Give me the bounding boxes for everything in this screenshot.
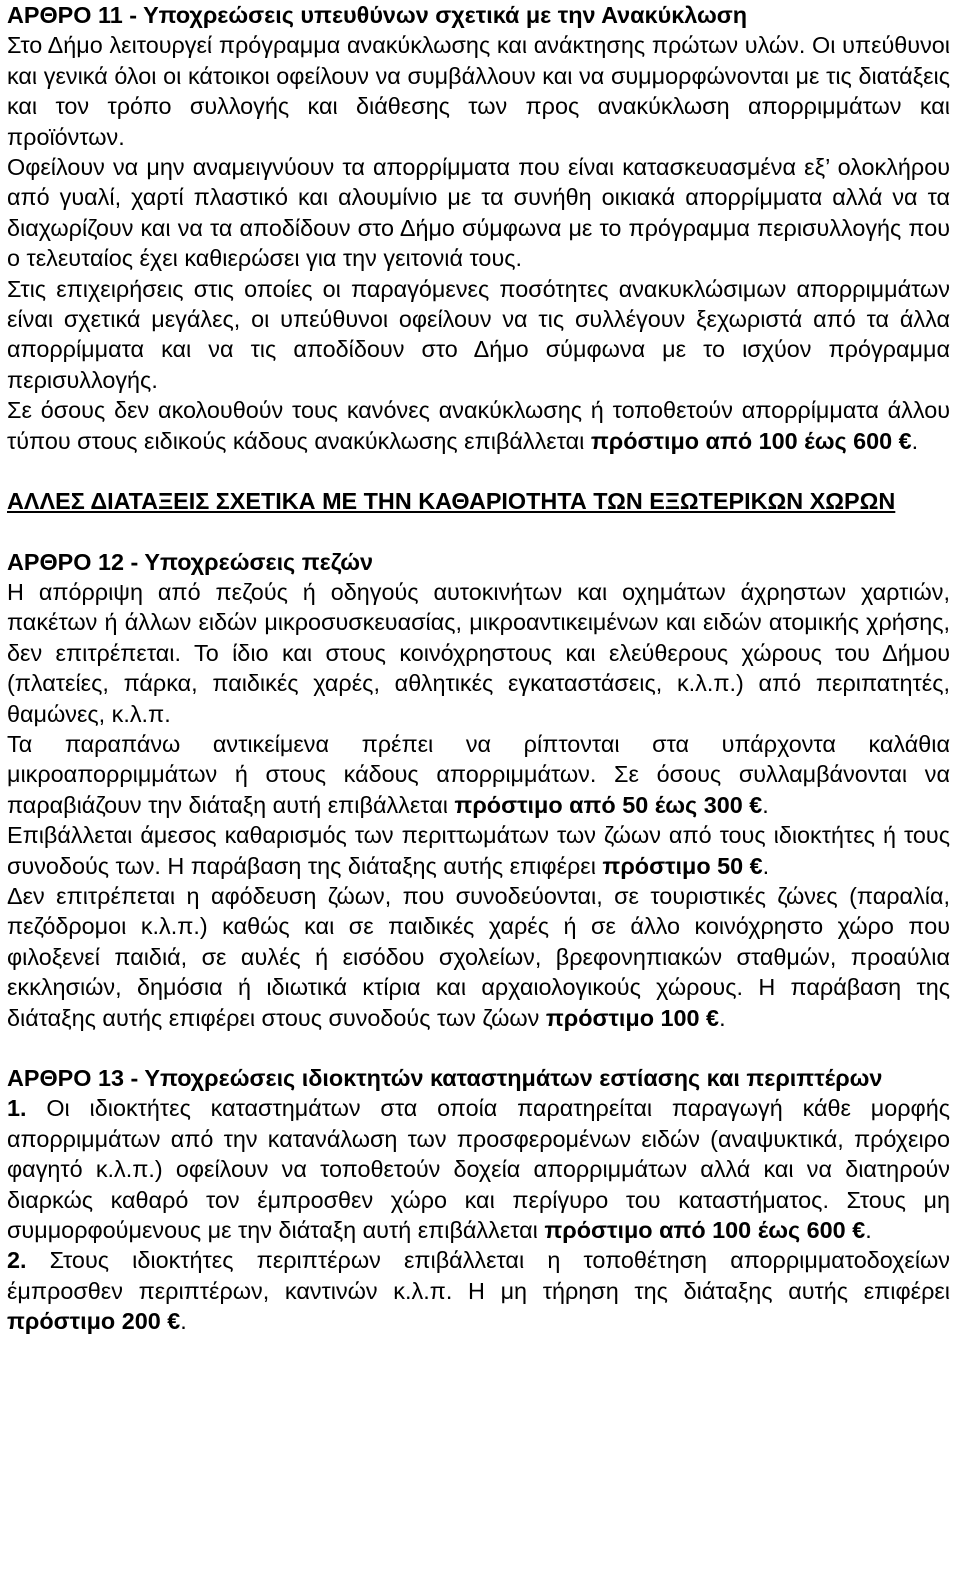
article-13-paragraph-2 bbox=[7, 1245, 950, 1336]
section-title: ΑΛΛΕΣ ΔΙΑΤΑΞΕΙΣ ΣΧΕΤΙΚΑ ΜΕ ΤΗΝ ΚΑΘΑΡΙΟΤΗΤΑ ΤΩΝ ΕΞΩΤΕΡΙΚΩΝ ΧΩΡΩΝ bbox=[7, 488, 896, 515]
article-13-paragraph-1 bbox=[7, 1093, 950, 1245]
article-12-paragraph-2 bbox=[7, 729, 950, 820]
article-12-paragraph-1: Η απόρριψη από πεζούς ή οδηγούς αυτοκινήτων και οχημάτων άχρηστων χαρτιών, πακέτων ή άλλων ειδών μικροσυσκευασίας, μικροαντικειμένων και ειδών ατομικής χρήσης, δεν επιτρέπεται. Το ίδιο και στους κοινόχρηστους και ελεύθερους χώρους του Δήμου (πλατείες, πάρκα, παιδικές χαρές, αθλητικές εγκαταστάσεις, κ.λ.π.) από περιπατητές, θαμώνες, κ.λ.π. bbox=[7, 578, 950, 727]
article-11-paragraph-4 bbox=[7, 395, 950, 456]
article-13-paragraph-2-text: Στους ιδιοκτήτες περιπτέρων επιβάλλεται η τοποθέτηση απορριμματοδοχείων έμπροσθεν περιπτέρων, καντινών κ.λ.π. Η μη τήρηση της διάταξης αυτής επιφέρει bbox=[7, 1247, 950, 1304]
article-11-paragraph-3: Στις επιχειρήσεις στις οποίες οι παραγόμενες ποσότητες ανακυκλώσιμων απορριμμάτων είναι σχετικά μεγάλες, οι υπεύθυνοι οφείλουν να τις συλλέγουν ξεχωριστά από τα άλλα απορρίμματα και να τις αποδίδουν στο Δήμο σύμφωνα με το ισχύον πρόγραμμα περισυλλογής. bbox=[7, 275, 950, 393]
article-12-paragraph-4-end: . bbox=[719, 1004, 726, 1031]
article-12-fine-1: πρόστιμο από 50 έως 300 € bbox=[454, 791, 763, 818]
article-11-paragraph-4-text: Σε όσους δεν ακολουθούν τους κανόνες ανακύκλωσης ή τοποθετούν απορρίμματα άλλου τύπου στους ειδικούς κάδους ανακύκλωσης επιβάλλεται bbox=[7, 397, 950, 454]
article-13-fine-1: πρόστιμο από 100 έως 600 € bbox=[544, 1217, 866, 1244]
article-12-paragraph-2-text: Τα παραπάνω αντικείμενα πρέπει να ρίπτονται στα υπάρχοντα καλάθια μικροαπορριμμάτων ή στους κάδους απορριμμάτων. Σε όσους συλλαμβάνονται να παραβιάζουν την διάταξη αυτή επιβάλλεται bbox=[7, 730, 950, 818]
article-13-paragraph-1-text: Οι ιδιοκτήτες καταστημάτων στα οποία παρατηρείται παραγωγή κάθε μορφής απορριμμάτων από την κατανάλωση των προσφερομένων ειδών (αναψυκτικά, πρόχειρο φαγητό κ.λ.π.) οφείλουν να τοποθετούν δοχεία απορριμμάτων αλλά και να διατηρούν διαρκώς καθαρό τον έμπροσθεν χώρο και περίγυρο του καταστήματος. Στους μη συμμορφούμενους με την διάταξη αυτή επιβάλλεται bbox=[7, 1095, 950, 1244]
article-12-paragraph-3-text: Επιβάλλεται άμεσος καθαρισμός των περιττωμάτων των ζώων από τους ιδιοκτήτες ή τους συνοδούς των. Η παράβαση της διάταξης αυτής επιφέρει bbox=[7, 822, 950, 879]
article-12-paragraph-4-text: Δεν επιτρέπεται η αφόδευση ζώων, που συνοδεύονται, σε τουριστικές ζώνες (παραλία, πεζόδρομοι κ.λ.π.) καθώς και σε παιδικές χαρές ή σε άλλο κοινόχρηστο χώρο που φιλοξενεί παιδιά, σε αυλές ή εισόδου σχολείων, βρεφονηπιακών σταθμών, προαύλια εκκλησιών, δημόσια ή ιδιωτικά κτίρια και αρχαιολογικούς χώρους. Η παράβαση της διάταξης αυτής επιφέρει στους συνοδούς των ζώων bbox=[7, 882, 950, 1031]
article-12-paragraph-2-end: . bbox=[762, 791, 769, 818]
spacer bbox=[7, 517, 950, 547]
article-12-fine-3: πρόστιμο 100 € bbox=[545, 1004, 720, 1031]
article-13-paragraph-2-end: . bbox=[180, 1308, 187, 1335]
article-12-paragraph-4 bbox=[7, 881, 950, 1033]
article-13-fine-2: πρόστιμο 200 € bbox=[7, 1308, 181, 1335]
article-11-paragraph-1: Στο Δήμο λειτουργεί πρόγραμμα ανακύκλωσης και ανάκτησης πρώτων υλών. Οι υπεύθυνοι και γενικά όλοι οι κάτοικοι οφείλουν να συμβάλλουν και να συμμορφώνονται με τις διατάξεις και τον τρόπο συλλογής και διάθεσης των προς ανακύκλωση απορριμμάτων και προϊόντων. bbox=[7, 32, 950, 150]
article-11-title: ΑΡΘΡΟ 11 - Υποχρεώσεις υπευθύνων σχετικά με την Ανακύκλωση bbox=[7, 2, 748, 28]
article-12-paragraph-3 bbox=[7, 820, 950, 881]
article-12-paragraph-3-end: . bbox=[762, 852, 770, 879]
article-12-title: ΑΡΘΡΟ 12 - Υποχρεώσεις πεζών bbox=[7, 548, 373, 575]
article-11-fine: πρόστιμο από 100 έως 600 € bbox=[590, 427, 912, 454]
article-13-paragraph-1-end: . bbox=[865, 1217, 872, 1244]
article-13-item-1-number: 1. bbox=[7, 1095, 27, 1122]
article-11-paragraph-4-end: . bbox=[911, 427, 919, 454]
article-11-paragraph-2: Οφείλουν να μην αναμειγνύουν τα απορρίμματα που είναι κατασκευασμένα εξ’ ολοκλήρου από γυαλί, χαρτί πλαστικό και αλουμίνιο με τα συνήθη οικιακά απορρίμματα αλλά να τα διαχωρίζουν και να τα αποδίδουν στο Δήμο σύμφωνα με το πρόγραμμα περισυλλογής που ο τελευταίος έχει καθιερώσει για την γειτονιά τους. bbox=[7, 154, 950, 272]
spacer bbox=[7, 1033, 950, 1063]
article-12-fine-2: πρόστιμο 50 € bbox=[602, 852, 763, 879]
article-13-title: ΑΡΘΡΟ 13 - Υποχρεώσεις ιδιοκτητών καταστημάτων εστίασης και περιπτέρων bbox=[7, 1065, 883, 1091]
article-13-item-2-number: 2. bbox=[7, 1247, 27, 1274]
